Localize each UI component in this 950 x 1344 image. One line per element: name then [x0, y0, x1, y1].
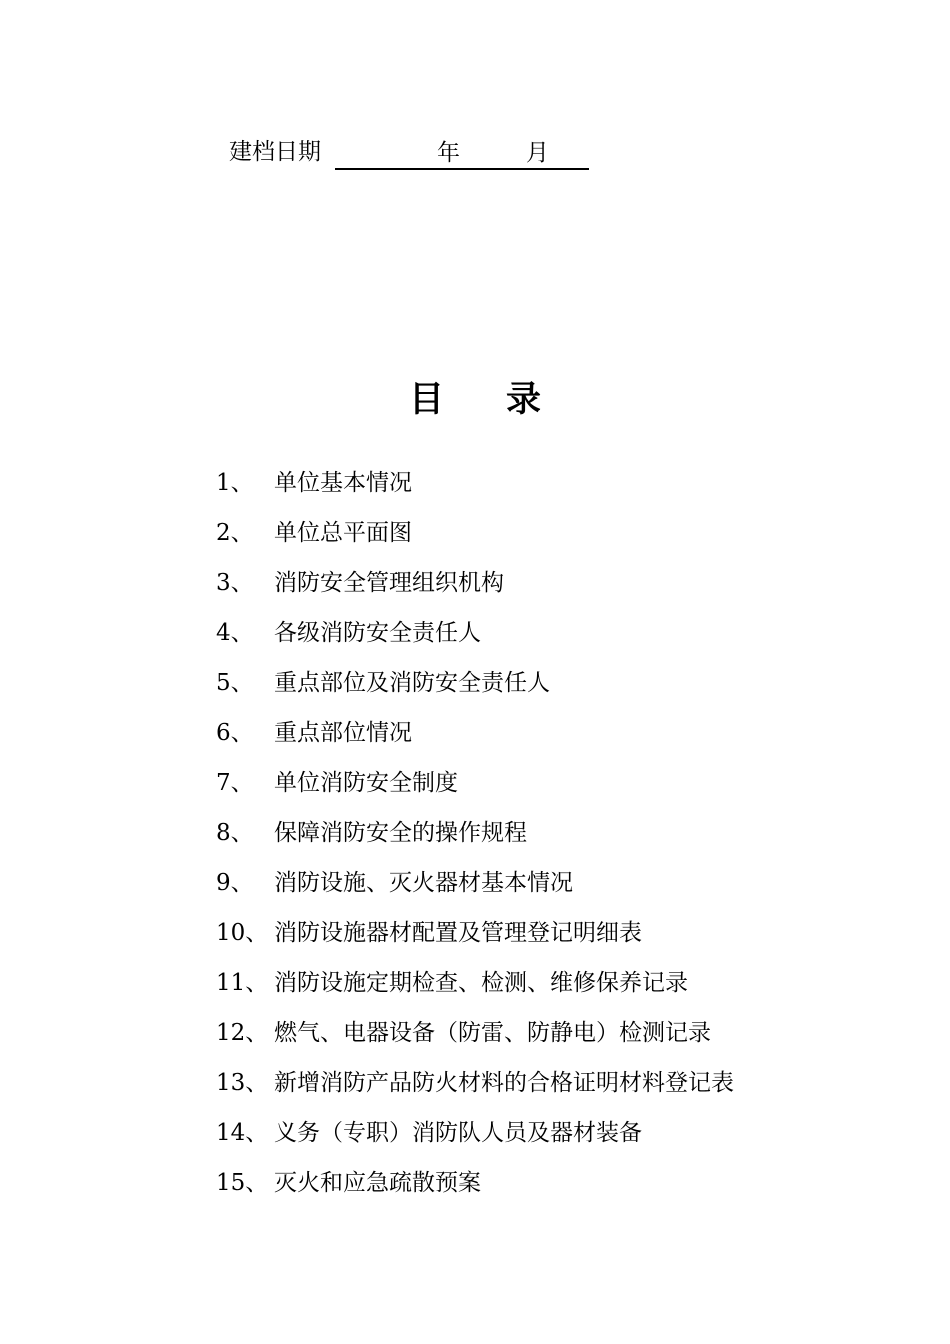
toc-item [216, 455, 936, 505]
toc-item-number: 13、 [216, 1069, 269, 1096]
archive-date-row [229, 134, 589, 170]
toc-title-part1: 目 [408, 379, 444, 420]
toc-item [216, 1105, 936, 1155]
toc-item-text: 消防设施器材配置及管理登记明细表 [274, 919, 642, 946]
toc-item-number: 12、 [216, 1019, 269, 1046]
toc-item [216, 705, 936, 755]
toc-item [216, 505, 936, 555]
toc-item-text: 新增消防产品防火材料的合格证明材料登记表 [274, 1069, 734, 1096]
toc-item-text: 消防设施定期检查、检测、维修保养记录 [274, 969, 688, 996]
toc-item-text: 灭火和应急疏散预案 [274, 1169, 481, 1196]
toc-item [216, 1005, 936, 1055]
toc-item [216, 905, 936, 955]
toc-item-text: 单位基本情况 [274, 469, 412, 496]
toc-title [0, 378, 950, 422]
toc-item-number: 15、 [216, 1169, 269, 1196]
toc-item-text: 消防安全管理组织机构 [274, 569, 504, 596]
date-year-unit: 年 [437, 140, 460, 166]
toc-item-text: 义务（专职）消防队人员及器材装备 [274, 1119, 642, 1146]
toc-item-text: 重点部位及消防安全责任人 [274, 669, 550, 696]
toc-item-text: 保障消防安全的操作规程 [274, 819, 527, 846]
toc-item [216, 605, 936, 655]
toc-item-text: 燃气、电器设备（防雷、防静电）检测记录 [274, 1019, 711, 1046]
toc-item-text: 消防设施、灭火器材基本情况 [274, 869, 573, 896]
toc-item-text: 单位总平面图 [274, 519, 412, 546]
toc-item-number: 8、 [216, 819, 254, 846]
toc-title-part2: 录 [506, 379, 542, 420]
toc-item-number: 5、 [216, 669, 254, 696]
toc-item-text: 重点部位情况 [274, 719, 412, 746]
toc-item [216, 555, 936, 605]
toc-item [216, 855, 936, 905]
date-month-unit: 月 [526, 140, 549, 166]
toc-item [216, 1055, 936, 1105]
toc-item-number: 10、 [216, 919, 269, 946]
toc-item-number: 1、 [216, 469, 254, 496]
toc-item-number: 3、 [216, 569, 254, 596]
toc-item-number: 11、 [216, 969, 269, 996]
toc-item [216, 1155, 936, 1205]
toc-item-number: 6、 [216, 719, 254, 746]
toc-item-number: 2、 [216, 519, 254, 546]
archive-date-field [335, 138, 589, 170]
toc-item [216, 805, 936, 855]
toc-list [216, 455, 936, 1205]
toc-item [216, 755, 936, 805]
toc-item-text: 单位消防安全制度 [274, 769, 458, 796]
archive-date-label: 建档日期 [229, 139, 321, 165]
toc-item-number: 9、 [216, 869, 254, 896]
toc-item-text: 各级消防安全责任人 [274, 619, 481, 646]
toc-item [216, 655, 936, 705]
toc-item [216, 955, 936, 1005]
toc-item-number: 14、 [216, 1119, 269, 1146]
toc-item-number: 7、 [216, 769, 254, 796]
toc-item-number: 4、 [216, 619, 254, 646]
